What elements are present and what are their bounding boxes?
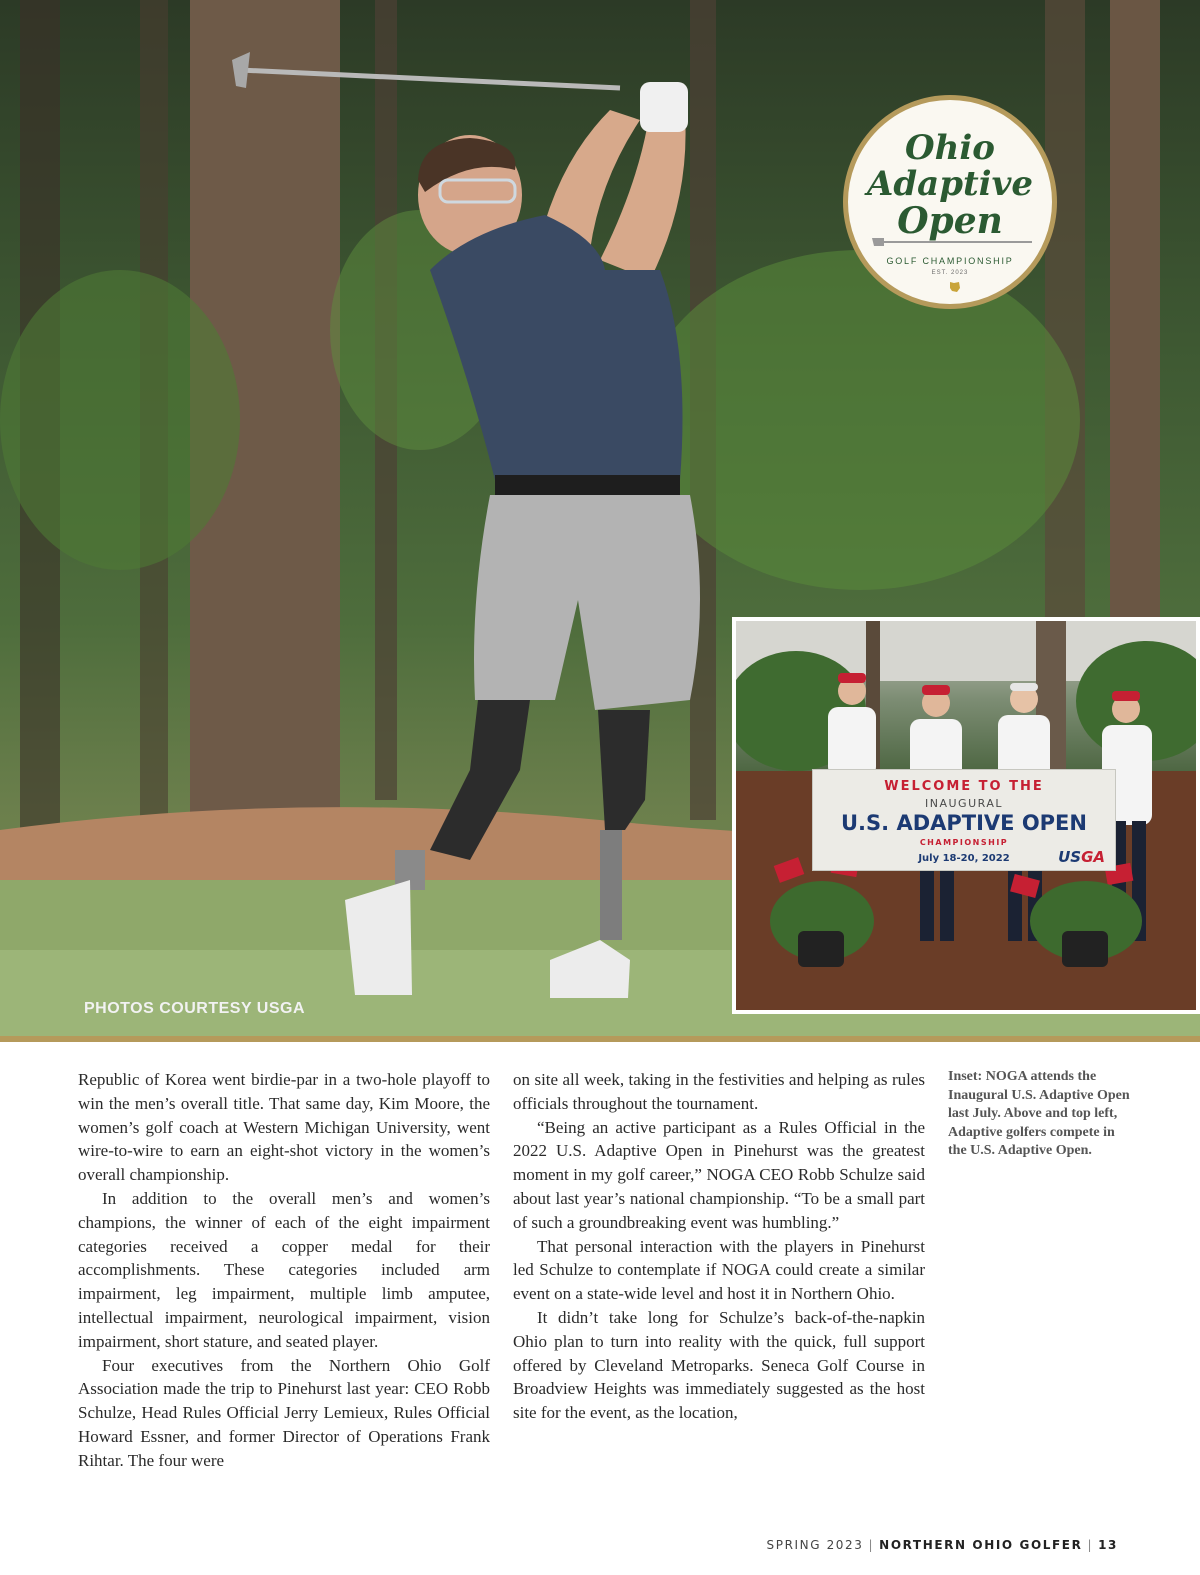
welcome-banner [812, 769, 1116, 871]
footer-season: SPRING 2023 [766, 1538, 864, 1552]
logo-word-ohio: Ohio [905, 128, 995, 168]
logo-word-open: Open [897, 200, 1003, 242]
paragraph: That personal interaction with the players in Pinehurst led Schulze to contemplate if NOGA could create a similar event on a state-wide level and host it in Northern Ohio. [513, 1236, 925, 1304]
paragraph: In addition to the overall men’s and women’s champions, the winner of each of the eight impairment categories received a copper medal for their accomplishments. These categories included arm impairment, leg impairment, multiple limb amputee, intellectual impairment, neurological impairment, vision impairment, short stature, and seated player. [78, 1188, 490, 1351]
banner-welcome: WELCOME TO THE [884, 779, 1044, 794]
gold-divider [0, 1036, 1200, 1042]
paragraph: It didn’t take long for Schulze’s back-of-the-napkin Ohio plan to turn into reality with the quick, full support offered by Cleveland Metroparks. Seneca Golf Course in Broadview Heights was immediately suggested as the host site for the event, as the location, [513, 1307, 925, 1423]
logo-subtitle: GOLF CHAMPIONSHIP [886, 256, 1014, 266]
paragraph: Republic of Korea went birdie-par in a two-hole playoff to win the men’s overall title. That same day, Kim Moore, the women’s golf coach at Western Michigan University, went wire-to-wire to earn an eight-shot victory in the women’s overall championship. [78, 1070, 490, 1185]
banner-dates: July 18-20, 2022 [918, 853, 1010, 864]
usga-logo: USGA [1058, 848, 1105, 866]
photo-credit: PHOTOS COURTESY USGA [84, 1000, 305, 1017]
paragraph: on site all week, taking in the festivities and helping as rules officials throughout the tournament. [513, 1070, 925, 1113]
footer-separator: | [868, 1538, 875, 1552]
paragraph: Four executives from the Northern Ohio Golf Association made the trip to Pinehurst last year: CEO Robb Schulze, Head Rules Official Jerry Lemieux, Rules Official Howard Essner, and former Director of Operations Frank Rihtar. The four were [78, 1355, 490, 1470]
article-column-2 [513, 1068, 925, 1425]
inset-photo [732, 617, 1200, 1014]
banner-title: U.S. ADAPTIVE OPEN [841, 811, 1087, 835]
page-number: 13 [1098, 1538, 1118, 1552]
paragraph: “Being an active participant as a Rules Official in the 2022 U.S. Adaptive Open in Pinehurst was the greatest moment in my golf career,” NOGA CEO Robb Schulze said about last year’s national championship. “To be a small part of such a groundbreaking event was humbling.” [513, 1117, 925, 1232]
golf-club-icon [870, 236, 1034, 248]
logo-established: EST. 2023 [931, 270, 969, 276]
ohio-state-icon [949, 281, 961, 293]
banner-championship: CHAMPIONSHIP [919, 838, 1009, 847]
ohio-adaptive-open-logo [843, 95, 1057, 309]
banner-inaugural: INAUGURAL [925, 797, 1003, 810]
footer-publication: NORTHERN OHIO GOLFER [879, 1538, 1083, 1552]
footer-separator: | [1087, 1538, 1094, 1552]
article-column-1 [78, 1068, 490, 1473]
logo-word-adaptive: Adaptive [867, 164, 1033, 204]
photo-caption: Inset: NOGA attends the Inaugural U.S. Adaptive Open last July. Above and top left, Adaptive golfers compete in the U.S. Adaptive Open. [948, 1069, 1130, 1159]
page-footer [767, 1538, 1118, 1552]
